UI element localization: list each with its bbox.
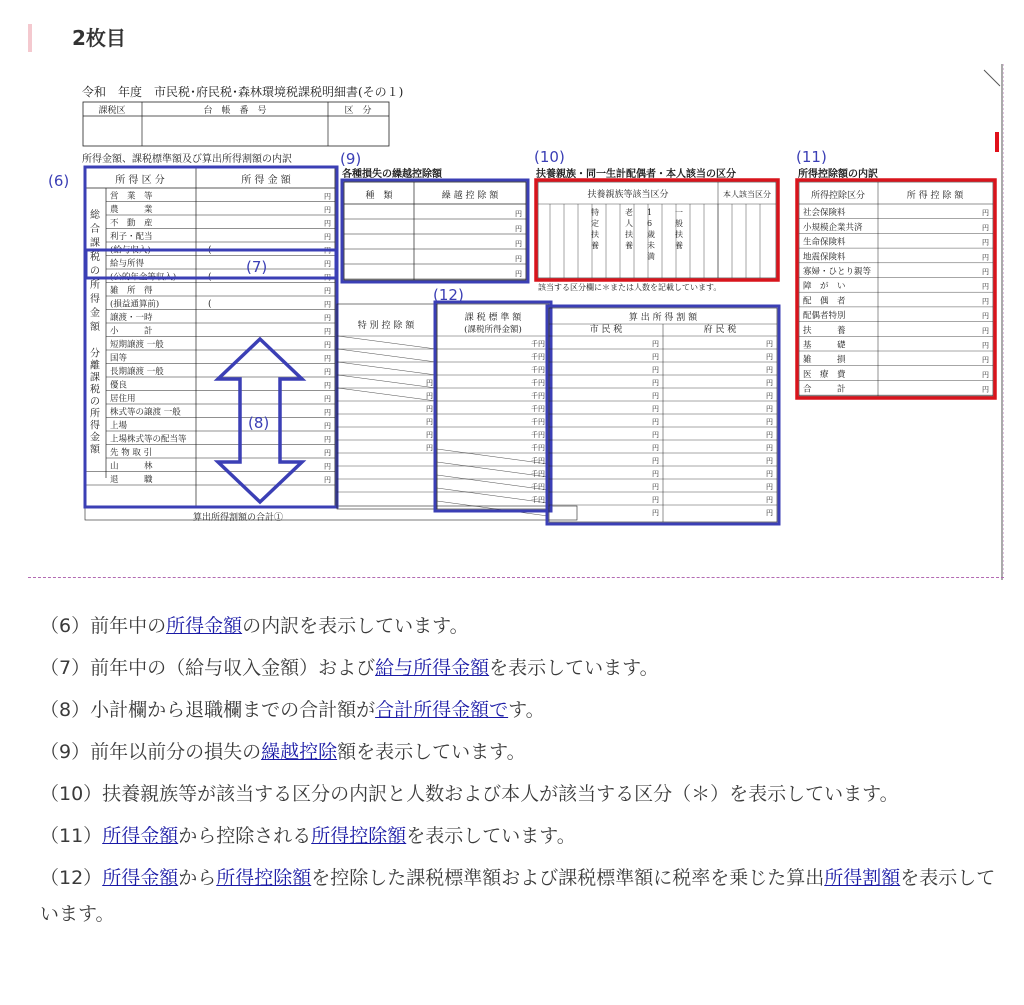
calc-unit: 円 xyxy=(766,366,773,374)
income-row-unit: 円 xyxy=(324,354,331,363)
explanation-11: （11）所得金額から控除される所得控除額を表示しています。 xyxy=(40,825,576,847)
special-deduction-label: 特 別 控 除 額 xyxy=(357,321,415,331)
income-row-label-4: (給与収入) xyxy=(110,245,151,256)
calc-unit: 円 xyxy=(766,405,773,413)
calc-unit: 円 xyxy=(652,405,659,413)
calc-unit: 円 xyxy=(652,418,659,426)
link-income-amount-11[interactable]: 所得金額 xyxy=(102,825,179,847)
section-deduction-title: 所得控除額の内訳 xyxy=(798,169,878,180)
calc-unit: 円 xyxy=(652,379,659,387)
tax-statement-form-image xyxy=(28,64,1004,580)
income-row-label-10: 小 計 xyxy=(110,326,153,337)
calc-unit: 円 xyxy=(766,457,773,465)
section-dependents-title: 扶養親族・同一生計配偶者・本人該当の区分 xyxy=(536,169,736,180)
deduction-row-1: 小規模企業共済 xyxy=(803,222,863,233)
income-row-label-15: 居住用 xyxy=(110,394,136,404)
income-row-label-2: 不 動 産 xyxy=(110,218,153,229)
loss-unit: 円 xyxy=(515,255,522,263)
income-head-amount: 所 得 金 額 xyxy=(241,175,291,186)
deduction-row-2: 生命保険料 xyxy=(803,237,846,248)
heading-title: 2枚目 xyxy=(72,26,126,50)
dep-col-under16: 1 6 歳未満 xyxy=(647,208,655,261)
income-row-unit: 円 xyxy=(324,395,331,403)
income-row-label-8: (損益通算前) xyxy=(110,299,160,310)
calc-unit: 円 xyxy=(652,470,659,478)
income-row-unit: 円 xyxy=(324,219,331,228)
std-head: 課 税 標 準 額 xyxy=(464,313,522,323)
label-10: (10) xyxy=(534,148,565,166)
income-row-label-6: (公的年金等収入) xyxy=(110,272,177,283)
diag-line xyxy=(338,336,436,349)
loss-head-amount: 繰 越 控 除 額 xyxy=(441,191,499,201)
calc-unit: 円 xyxy=(652,509,659,517)
sd-unit: 円 xyxy=(426,444,433,452)
income-row-label-0: 営 業 等 xyxy=(110,191,153,202)
section-loss-title: 各種損失の繰越控除額 xyxy=(342,169,442,180)
income-row-unit: 円 xyxy=(324,368,331,376)
income-row-unit: 円 xyxy=(324,246,331,255)
ded-unit: 円 xyxy=(982,223,989,232)
income-row-unit: 円 xyxy=(324,273,331,282)
std-unit: 千円 xyxy=(531,418,545,426)
total-levy-row: 算出所得割額の合計① xyxy=(192,513,284,523)
calc-unit: 円 xyxy=(766,379,773,387)
deduction-row-4: 寡婦・ひとり親等 xyxy=(803,267,872,277)
calc-col-city: 市 民 税 xyxy=(589,325,623,335)
ded-unit: 円 xyxy=(982,370,989,379)
loss-unit: 円 xyxy=(515,225,522,233)
dep-col-general: 一般扶養 xyxy=(675,208,683,250)
sd-unit: 円 xyxy=(426,405,433,413)
calc-unit: 円 xyxy=(766,509,773,517)
ded-unit: 円 xyxy=(982,312,989,321)
dep-col-elderly: 老人扶養 xyxy=(625,208,633,250)
std-unit: 千円 xyxy=(531,353,545,361)
calc-unit: 円 xyxy=(652,444,659,452)
income-row-unit: 円 xyxy=(324,192,331,201)
calc-unit: 円 xyxy=(652,431,659,439)
std-unit: 千円 xyxy=(531,470,545,478)
heading-accent-bar xyxy=(28,24,32,52)
header-col-ward: 課税区 xyxy=(98,106,126,116)
ded-unit: 円 xyxy=(982,253,989,262)
std-head-sub: (課税所得金額) xyxy=(464,325,522,335)
income-head-category: 所 得 区 分 xyxy=(115,175,165,186)
link-income-levy-12[interactable]: 所得割額 xyxy=(824,867,901,889)
income-row-unit: 円 xyxy=(324,287,331,295)
income-row-label-9: 譲渡・一時 xyxy=(110,313,153,323)
income-row-unit: 円 xyxy=(324,327,331,336)
income-row-label-1: 農 業 xyxy=(110,205,153,215)
form-drawing xyxy=(28,64,1004,580)
sd-unit: 円 xyxy=(426,431,433,439)
income-row-unit: 円 xyxy=(324,449,331,457)
std-unit: 千円 xyxy=(531,457,545,465)
explanation-10: （10）扶養親族等が該当する区分の内訳と人数および本人が該当する区分（＊）を表示しています。 xyxy=(40,783,899,805)
section-income-title: 所得金額、課税標準額及び算出所得割額の内訳 xyxy=(82,154,292,165)
income-row-unit: 円 xyxy=(324,422,331,430)
ded-unit: 円 xyxy=(982,238,989,247)
calc-head: 算 出 所 得 割 額 xyxy=(628,313,698,323)
income-row-label-13: 長期譲渡 一般 xyxy=(110,367,164,377)
income-row-label-11: 短期譲渡 一般 xyxy=(110,340,164,350)
calc-unit: 円 xyxy=(766,353,773,361)
label-6: (6) xyxy=(48,172,70,190)
deduction-row-7: 配偶者特別 xyxy=(803,311,846,322)
ded-unit: 円 xyxy=(982,341,989,350)
sd-unit: 円 xyxy=(426,379,433,387)
deduction-row-10: 雑 損 xyxy=(803,355,846,366)
income-row-label-14: 優良 xyxy=(110,380,128,391)
income-row-label-12: 国等 xyxy=(110,353,128,364)
income-row-label-18: 上場株式等の配当等 xyxy=(110,434,187,445)
deduction-row-9: 基 礎 xyxy=(803,340,846,351)
ded-unit: 円 xyxy=(982,326,989,335)
form-bottom-divider xyxy=(28,577,1004,578)
calc-unit: 円 xyxy=(766,418,773,426)
explanation-12: （12）所得金額から所得控除額を控除した課税標準額および課税標準額に税率を乗じた算出所得割額を表示しています。 xyxy=(40,867,996,925)
section-heading xyxy=(22,20,1002,54)
std-unit: 千円 xyxy=(531,405,545,413)
sd-unit: 円 xyxy=(426,418,433,426)
calc-unit: 円 xyxy=(766,496,773,504)
income-row-unit: 円 xyxy=(324,260,331,268)
income-row-unit: 円 xyxy=(324,381,331,390)
income-row-unit: 円 xyxy=(324,408,331,417)
explanation-7: （7）前年中の（給与収入金額）および給与所得金額を表示しています。 xyxy=(40,657,659,679)
form-title: 令和 年度 市民税･府民税･森林環境税課税明細書(その１) xyxy=(82,85,404,99)
group-separate-label: 分離課税の所得金額 xyxy=(90,348,100,456)
income-row-label-7: 雑 所 得 xyxy=(110,286,153,296)
link-income-deduction-12[interactable]: 所得控除額 xyxy=(216,867,312,889)
explanation-9: （9）前年以前分の損失の繰越控除額を表示しています。 xyxy=(40,741,526,763)
calc-unit: 円 xyxy=(766,431,773,439)
std-unit: 千円 xyxy=(531,340,545,348)
red-edge-marker xyxy=(995,132,999,152)
std-unit: 千円 xyxy=(531,379,545,387)
header-col-category: 区 分 xyxy=(344,106,372,116)
deduction-row-0: 社会保険料 xyxy=(803,208,846,219)
diag-line xyxy=(338,388,436,401)
paren: ( xyxy=(208,272,212,283)
income-row-label-20: 山 林 xyxy=(110,461,153,472)
calc-unit: 円 xyxy=(652,353,659,361)
calc-unit: 円 xyxy=(652,340,659,348)
explanation-list xyxy=(30,608,1000,938)
std-unit: 千円 xyxy=(531,366,545,374)
link-income-amount-12[interactable]: 所得金額 xyxy=(102,867,179,889)
calc-unit: 円 xyxy=(766,340,773,348)
income-row-label-3: 利子・配当 xyxy=(110,232,153,242)
income-row-label-19: 先 物 取 引 xyxy=(110,448,153,458)
header-col-ledger: 台 帳 番 号 xyxy=(203,106,267,116)
calc-unit: 円 xyxy=(652,366,659,374)
explanation-8: （8）小計欄から退職欄までの合計額が合計所得金額です。 xyxy=(40,699,545,721)
income-row-unit: 円 xyxy=(324,233,331,241)
explanation-6: （6）前年中の所得金額の内訳を表示しています。 xyxy=(40,615,469,637)
calc-unit: 円 xyxy=(652,392,659,400)
sd-unit: 円 xyxy=(426,392,433,400)
link-income-amount[interactable]: 所得金額 xyxy=(166,615,243,637)
std-unit: 千円 xyxy=(531,392,545,400)
calc-unit: 円 xyxy=(652,483,659,491)
dependents-note: 該当する区分欄に＊または人数を記載しています。 xyxy=(538,283,722,292)
loss-unit: 円 xyxy=(515,240,522,248)
calc-unit: 円 xyxy=(766,444,773,452)
std-unit: 千円 xyxy=(531,444,545,452)
ded-unit: 円 xyxy=(982,356,989,365)
loss-unit: 円 xyxy=(515,210,522,218)
diag-line xyxy=(338,375,436,388)
calc-unit: 円 xyxy=(766,470,773,478)
calc-unit: 円 xyxy=(766,483,773,491)
self-head: 本人該当区分 xyxy=(723,190,771,199)
ded-unit: 円 xyxy=(982,297,989,306)
diag-line xyxy=(338,349,436,362)
link-total-income[interactable]: 合計所得金額で xyxy=(375,699,509,721)
label-7: (7) xyxy=(246,258,268,276)
paren: ( xyxy=(208,245,212,256)
corner-mark xyxy=(984,70,1000,86)
calc-unit: 円 xyxy=(652,496,659,504)
deduction-row-6: 配 偶 者 xyxy=(803,296,846,307)
income-row-unit: 円 xyxy=(324,300,331,309)
income-row-unit: 円 xyxy=(324,206,331,214)
ded-unit: 円 xyxy=(982,385,989,394)
std-unit: 千円 xyxy=(531,496,545,504)
paren: ( xyxy=(208,299,212,310)
deduction-row-5: 障 が い xyxy=(803,281,846,292)
calc-col-pref: 府 民 税 xyxy=(703,325,737,335)
income-row-unit: 円 xyxy=(324,476,331,484)
ded-head-category: 所得控除区分 xyxy=(810,191,866,201)
label-9: (9) xyxy=(340,150,362,168)
std-unit: 千円 xyxy=(531,431,545,439)
ded-unit: 円 xyxy=(982,268,989,276)
deduction-row-11: 医 療 費 xyxy=(803,369,846,380)
label-11: (11) xyxy=(796,148,827,166)
income-row-label-5: 給与所得 xyxy=(110,259,145,269)
income-row-unit: 円 xyxy=(324,314,331,322)
diag-line xyxy=(338,362,436,375)
income-row-unit: 円 xyxy=(324,435,331,444)
calc-unit: 円 xyxy=(652,457,659,465)
ded-unit: 円 xyxy=(982,209,989,218)
deduction-row-3: 地震保険料 xyxy=(803,252,846,263)
link-salary-income[interactable]: 給与所得金額 xyxy=(375,657,490,679)
income-row-unit: 円 xyxy=(324,462,331,471)
deduction-row-12: 合 計 xyxy=(803,384,846,395)
dep-head: 扶養親族等該当区分 xyxy=(587,190,669,200)
loss-unit: 円 xyxy=(515,270,522,278)
income-row-label-16: 株式等の譲渡 一般 xyxy=(110,407,181,418)
special-deduction-table xyxy=(337,304,437,509)
calc-unit: 円 xyxy=(766,392,773,400)
income-row-label-17: 上場 xyxy=(110,421,128,431)
dep-col-specific: 特定扶養 xyxy=(591,208,599,250)
label-8: (8) xyxy=(248,414,270,432)
ded-unit: 円 xyxy=(982,282,989,291)
ded-head-amount: 所 得 控 除 額 xyxy=(906,191,964,201)
deduction-row-8: 扶 養 xyxy=(803,325,846,336)
income-row-unit: 円 xyxy=(324,341,331,349)
link-income-deduction-11[interactable]: 所得控除額 xyxy=(311,825,407,847)
income-row-label-21: 退 職 xyxy=(110,475,153,485)
loss-head-type: 種 類 xyxy=(365,191,393,201)
label-12: (12) xyxy=(433,286,464,304)
group-general-label: 総合課税の所得金額 xyxy=(90,210,100,333)
link-carryover-deduction[interactable]: 繰越控除 xyxy=(261,741,338,763)
std-unit: 千円 xyxy=(531,483,545,491)
